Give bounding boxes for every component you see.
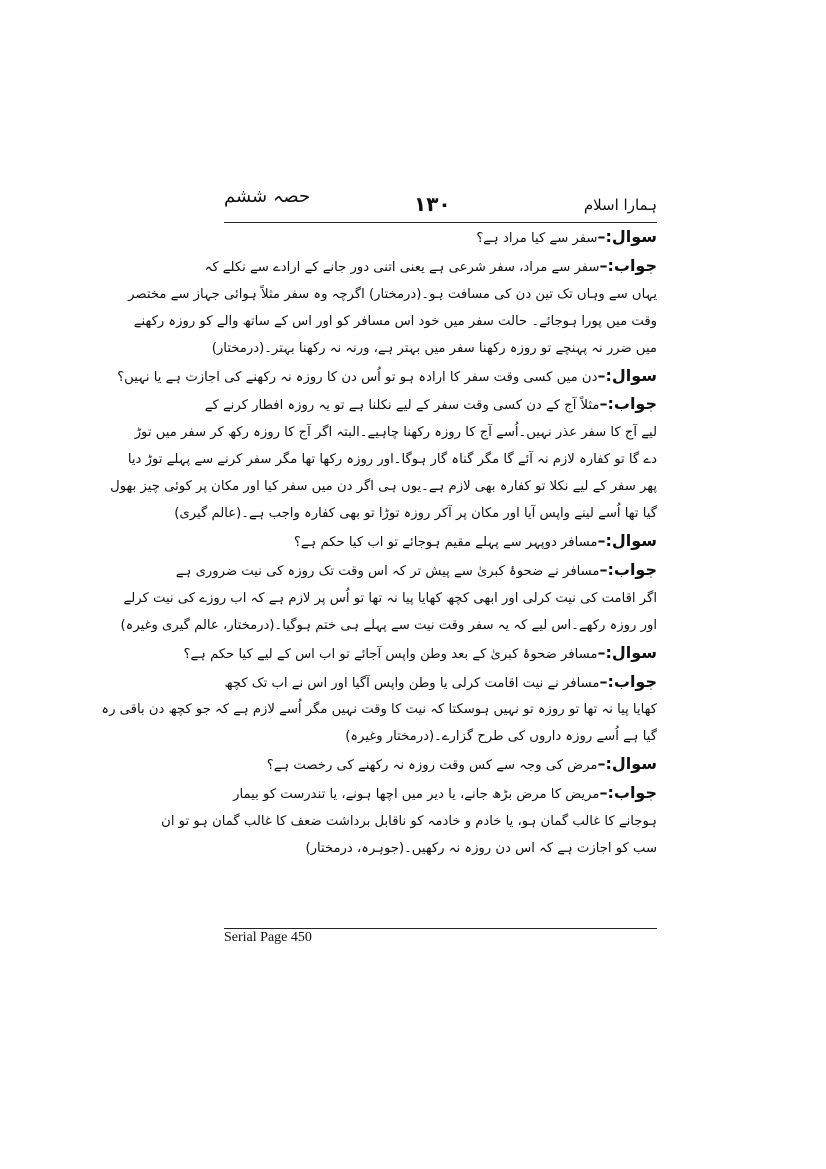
- text-line: [224, 836, 657, 863]
- header-rule: [224, 222, 657, 223]
- serial-page-label: Serial Page 450: [224, 930, 312, 945]
- text-line: [117, 363, 657, 392]
- text-line: [204, 391, 657, 420]
- line-text: سفر سے کیا مراد ہے؟: [476, 231, 598, 246]
- page-number: ۱۳۰: [414, 192, 451, 216]
- book-page: [101, 186, 657, 946]
- answer-block: [110, 391, 657, 528]
- question-block: [117, 363, 657, 392]
- answer-block: [128, 253, 657, 363]
- text-line: [224, 528, 657, 557]
- question-label: سوال:–: [597, 642, 657, 662]
- line-text: مسافر نے ضحوۂ کبریٰ سے پیش تر کہ اس وقت تک روزہ کی نیت ضروری ہے: [175, 563, 600, 579]
- line-text: مسافر نے نیت اقامت کرلی یا وطن واپس آگیا اور اس نے اب تک کچھ: [224, 675, 600, 691]
- answer-block: [120, 557, 657, 640]
- text-line: [224, 669, 657, 698]
- question-label: سوال:–: [597, 227, 657, 246]
- line-text: وقت میں پورا ہوجائے۔ حالت سفر میں خود اس مسافر کو اور اس کے ساتھ والے کو روزہ رکھنے: [133, 313, 657, 329]
- line-text: پھر سفر کے لیے نکلا تو کفارہ بھی لازم ہے۔یوں ہی اگر دن میں سفر کیا اور مکان پر کوئی چیز بھول: [110, 479, 657, 495]
- answer-label: جواب:–: [599, 255, 657, 275]
- line-text: دن میں کسی وقت سفر کا ارادہ ہو تو اُس دن کا روزہ نہ رکھنے کی اجازت ہے یا نہیں؟: [117, 369, 598, 385]
- line-text: سب کو اجازت ہے کہ اس دن روزہ نہ رکھیں۔(جوہرہ، درمختار): [305, 840, 657, 856]
- question-block: [224, 224, 657, 253]
- part-title: حصہ ششم: [224, 186, 311, 207]
- text-line: [224, 780, 657, 809]
- question-block: [224, 751, 657, 780]
- text-line: [128, 282, 657, 309]
- line-text: اگر اقامت کی نیت کرلی اور ابھی کچھ کھایا پیا نہ تھا تو اُس پر لازم ہے کہ اب روزے کی نیت کرلے: [123, 590, 657, 606]
- line-text: سفر سے مراد، سفر شرعی ہے یعنی اتنی دور جانے کے ارادے سے نکلے کہ: [204, 259, 600, 275]
- line-text: ہوجانے کا غالب گمان ہو، یا خادم و خادمہ کو ناقابل برداشت ضعف کا غالب گمان ہو تو ان: [161, 814, 657, 830]
- footer-rule: [224, 928, 657, 929]
- answer-label: جواب:–: [599, 671, 657, 691]
- text-line: [224, 751, 657, 780]
- line-text: اور روزہ رکھے۔اس لیے کہ یہ سفر وقت نیت سے پہلے ہی ختم ہوگیا۔(درمختار، عالم گیری وغیرہ): [120, 617, 657, 633]
- question-block: [183, 640, 657, 669]
- answer-label: جواب:–: [599, 783, 657, 803]
- answer-label: جواب:–: [599, 559, 657, 579]
- line-text: گیا ہے اُسے روزہ داروں کی طرح گزارے۔(درمختار وغیرہ): [345, 729, 657, 745]
- text-line: [204, 253, 657, 282]
- line-text: مسافر دوپہر سے پہلے مقیم ہوجائے تو اب کیا حکم ہے؟: [293, 534, 598, 550]
- answer-block: [161, 780, 657, 863]
- question-label: سوال:–: [597, 365, 657, 385]
- line-text: دے گا تو کفارہ لازم نہ آئے گا مگر گناہ گار ہوگا۔اور روزہ رکھا تھا مگر سفر کرنے سے پہلے توڑ دیا: [127, 452, 657, 468]
- text-line: [110, 474, 657, 501]
- text-line: [101, 697, 657, 724]
- question-label: سوال:–: [597, 530, 657, 550]
- line-text: لیے آج کا سفر عذر نہیں۔اُسے آج کا روزہ رکھنا چاہیے۔البتہ اگر آج کا روزہ رکھ کر سفر میں توڑ: [134, 425, 657, 441]
- text-line: [224, 224, 657, 253]
- answer-label: جواب:–: [599, 394, 657, 414]
- text-line: [123, 586, 657, 613]
- line-text: مرض کی وجہ سے کس وقت روزہ نہ رکھنے کی رخصت ہے؟: [266, 758, 598, 774]
- text-line: [175, 557, 657, 586]
- page-header: [224, 186, 657, 222]
- line-text: یہاں سے وہاں تک تین دن کی مسافت ہو۔(درمختار) اگرچہ وہ سفر مثلاً ہوائی جہاز سے مختصر: [128, 286, 657, 302]
- text-line: [174, 501, 657, 528]
- text-line: [161, 809, 657, 836]
- line-text: کھایا پیا نہ تھا تو روزہ تو نہیں ہوسکتا کہ نیت کا وقت نہیں مگر اُسے لازم ہے کہ جو کچھ دن باقی رہ: [101, 702, 657, 718]
- answer-block: [101, 669, 657, 752]
- text-line: [127, 447, 657, 474]
- text-line: [224, 724, 657, 751]
- line-text: میں ضرر نہ پہنچے تو روزہ رکھنا سفر میں بہتر ہے، ورنہ نہ رکھنا بہتر۔(درمختار): [211, 340, 657, 356]
- line-text: مثلاً آج کے دن کسی وقت سفر کے لیے نکلنا ہے تو یہ روزہ افطار کرنے کے: [204, 398, 600, 414]
- line-text: مسافر ضحوۂ کبریٰ کے بعد وطن واپس آجائے تو اب اس کے لیے کیا حکم ہے؟: [183, 646, 598, 662]
- page-body: [101, 224, 657, 924]
- text-line: [133, 309, 657, 336]
- question-block: [224, 528, 657, 557]
- book-title: ہمارا اسلام: [583, 196, 657, 214]
- text-line: [211, 336, 657, 363]
- text-line: [120, 613, 657, 640]
- text-line: [183, 640, 657, 669]
- question-label: سوال:–: [597, 754, 657, 774]
- text-line: [134, 420, 657, 447]
- line-text: گیا تھا اُسے لینے واپس آیا اور مکان پر آکر روزہ توڑا تو بھی کفارہ واجب ہے۔(عالم گیری): [174, 506, 657, 522]
- line-text: مریض کا مرض بڑھ جانے، یا دیر میں اچھا ہونے، یا تندرست کو بیمار: [233, 787, 600, 803]
